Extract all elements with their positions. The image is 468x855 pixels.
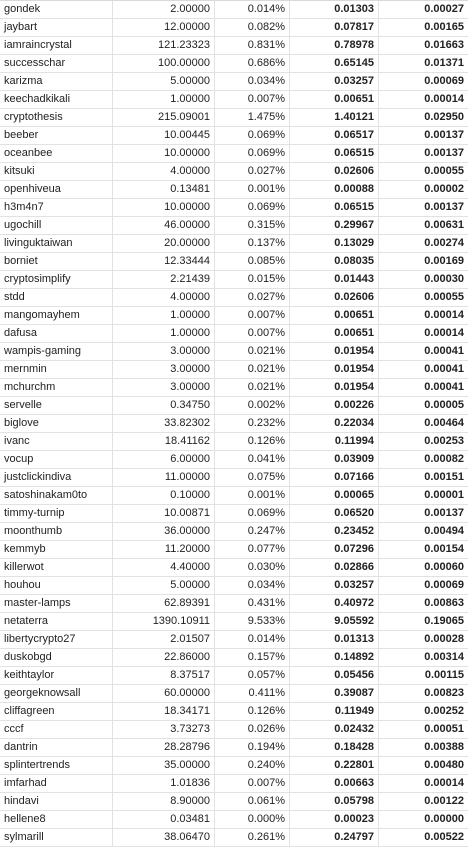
share-percent-cell[interactable]: 0.002% [215, 397, 290, 414]
table-row[interactable] [0, 415, 468, 433]
username-cell[interactable]: dantrin [0, 739, 113, 756]
share-percent-cell[interactable]: 0.021% [215, 343, 290, 360]
value-a-cell[interactable]: 0.39087 [290, 685, 379, 702]
value-b-cell[interactable]: 0.00027 [424, 3, 464, 15]
share-percent-cell[interactable]: 0.411% [215, 685, 290, 702]
table-row[interactable] [0, 307, 468, 325]
table-row[interactable] [0, 721, 468, 739]
value-b-cell[interactable]: 0.00055 [424, 291, 464, 303]
amount-cell[interactable]: 215.09001 [113, 109, 215, 126]
value-a-cell[interactable]: 0.78978 [290, 37, 379, 54]
table-row[interactable] [0, 181, 468, 199]
value-b-cell[interactable]: 0.00115 [424, 669, 464, 681]
amount-cell[interactable]: 38.06470 [113, 829, 215, 846]
share-percent-cell[interactable]: 0.069% [215, 199, 290, 216]
value-a-cell[interactable]: 0.01443 [290, 271, 379, 288]
value-a-cell[interactable]: 0.00088 [290, 181, 379, 198]
value-a-cell[interactable]: 0.01954 [290, 379, 379, 396]
amount-cell[interactable]: 20.00000 [113, 235, 215, 252]
value-a-cell[interactable]: 0.00065 [290, 487, 379, 504]
amount-cell[interactable]: 0.34750 [113, 397, 215, 414]
share-percent-cell[interactable]: 0.137% [215, 235, 290, 252]
table-row[interactable] [0, 667, 468, 685]
table-row[interactable] [0, 793, 468, 811]
table-row[interactable] [0, 73, 468, 91]
value-a-cell[interactable]: 0.29967 [290, 217, 379, 234]
table-row[interactable] [0, 541, 468, 559]
value-b-cell[interactable]: 0.00030 [424, 273, 464, 285]
share-percent-cell[interactable]: 0.034% [215, 577, 290, 594]
table-row[interactable] [0, 829, 468, 847]
table-row[interactable] [0, 469, 468, 487]
value-a-cell[interactable]: 0.05456 [290, 667, 379, 684]
table-row[interactable] [0, 289, 468, 307]
username-cell[interactable]: kitsuki [0, 163, 113, 180]
value-a-cell[interactable]: 0.01954 [290, 361, 379, 378]
value-a-cell[interactable]: 0.07296 [290, 541, 379, 558]
username-cell[interactable]: libertycrypto27 [0, 631, 113, 648]
amount-cell[interactable]: 5.00000 [113, 577, 215, 594]
username-cell[interactable]: livinguktaiwan [0, 235, 113, 252]
username-cell[interactable]: successchar [0, 55, 113, 72]
username-cell[interactable]: oceanbee [0, 145, 113, 162]
amount-cell[interactable]: 4.00000 [113, 163, 215, 180]
value-b-cell[interactable]: 0.00137 [424, 129, 464, 141]
username-cell[interactable]: borniet [0, 253, 113, 270]
value-b-cell[interactable]: 0.01663 [424, 39, 464, 51]
username-cell[interactable]: cliffagreen [0, 703, 113, 720]
table-row[interactable] [0, 235, 468, 253]
share-percent-cell[interactable]: 0.194% [215, 739, 290, 756]
share-percent-cell[interactable]: 0.027% [215, 163, 290, 180]
amount-cell[interactable]: 18.34171 [113, 703, 215, 720]
value-b-cell[interactable]: 0.00154 [424, 543, 464, 555]
username-cell[interactable]: cryptothesis [0, 109, 113, 126]
value-b-cell[interactable]: 0.19065 [424, 615, 464, 627]
value-b-cell[interactable]: 0.00274 [424, 237, 464, 249]
amount-cell[interactable]: 5.00000 [113, 73, 215, 90]
value-b-cell[interactable]: 0.00014 [424, 327, 464, 339]
amount-cell[interactable]: 18.41162 [113, 433, 215, 450]
table-row[interactable] [0, 613, 468, 631]
amount-cell[interactable]: 2.00000 [113, 1, 215, 18]
value-a-cell[interactable]: 0.00226 [290, 397, 379, 414]
value-b-cell[interactable]: 0.00169 [424, 255, 464, 267]
share-percent-cell[interactable]: 0.831% [215, 37, 290, 54]
value-b-cell[interactable]: 0.00014 [424, 777, 464, 789]
table-row[interactable] [0, 109, 468, 127]
amount-cell[interactable]: 60.00000 [113, 685, 215, 702]
value-a-cell[interactable]: 0.00651 [290, 325, 379, 342]
username-cell[interactable]: killerwot [0, 559, 113, 576]
share-percent-cell[interactable]: 0.007% [215, 307, 290, 324]
share-percent-cell[interactable]: 0.315% [215, 217, 290, 234]
value-b-cell[interactable]: 0.01371 [424, 57, 464, 69]
amount-cell[interactable]: 2.01507 [113, 631, 215, 648]
amount-cell[interactable]: 8.90000 [113, 793, 215, 810]
table-row[interactable] [0, 595, 468, 613]
value-b-cell[interactable]: 0.00051 [424, 723, 464, 735]
amount-cell[interactable]: 3.00000 [113, 379, 215, 396]
username-cell[interactable]: splintertrends [0, 757, 113, 774]
amount-cell[interactable]: 11.20000 [113, 541, 215, 558]
value-a-cell[interactable]: 0.03909 [290, 451, 379, 468]
amount-cell[interactable]: 100.00000 [113, 55, 215, 72]
username-cell[interactable]: hindavi [0, 793, 113, 810]
table-row[interactable] [0, 811, 468, 829]
value-b-cell[interactable]: 0.00041 [424, 363, 464, 375]
amount-cell[interactable]: 0.10000 [113, 487, 215, 504]
share-percent-cell[interactable]: 0.007% [215, 91, 290, 108]
amount-cell[interactable]: 1.01836 [113, 775, 215, 792]
value-b-cell[interactable]: 0.00001 [424, 489, 464, 501]
value-b-cell[interactable]: 0.00631 [424, 219, 464, 231]
table-row[interactable] [0, 361, 468, 379]
username-cell[interactable]: mernmin [0, 361, 113, 378]
value-b-cell[interactable]: 0.00823 [424, 687, 464, 699]
share-percent-cell[interactable]: 0.001% [215, 487, 290, 504]
value-b-cell[interactable]: 0.00480 [424, 759, 464, 771]
value-a-cell[interactable]: 0.06515 [290, 145, 379, 162]
share-percent-cell[interactable]: 0.034% [215, 73, 290, 90]
value-a-cell[interactable]: 0.06517 [290, 127, 379, 144]
table-row[interactable] [0, 685, 468, 703]
value-b-cell[interactable]: 0.00253 [424, 435, 464, 447]
username-cell[interactable]: mangomayhem [0, 307, 113, 324]
value-b-cell[interactable]: 0.00069 [424, 579, 464, 591]
value-b-cell[interactable]: 0.00005 [424, 399, 464, 411]
value-b-cell[interactable]: 0.00041 [424, 381, 464, 393]
amount-cell[interactable]: 121.23323 [113, 37, 215, 54]
amount-cell[interactable]: 3.00000 [113, 361, 215, 378]
table-row[interactable] [0, 1, 468, 19]
username-cell[interactable]: vocup [0, 451, 113, 468]
username-cell[interactable]: cryptosimplify [0, 271, 113, 288]
username-cell[interactable]: beeber [0, 127, 113, 144]
username-cell[interactable]: kemmyb [0, 541, 113, 558]
username-cell[interactable]: biglove [0, 415, 113, 432]
value-b-cell[interactable]: 0.00014 [424, 93, 464, 105]
table-row[interactable] [0, 487, 468, 505]
amount-cell[interactable]: 10.00000 [113, 199, 215, 216]
share-percent-cell[interactable]: 0.126% [215, 433, 290, 450]
value-a-cell[interactable]: 0.22801 [290, 757, 379, 774]
username-cell[interactable]: ugochill [0, 217, 113, 234]
value-a-cell[interactable]: 0.01954 [290, 343, 379, 360]
table-row[interactable] [0, 775, 468, 793]
share-percent-cell[interactable]: 0.069% [215, 145, 290, 162]
share-percent-cell[interactable]: 0.007% [215, 775, 290, 792]
table-row[interactable] [0, 271, 468, 289]
table-row[interactable] [0, 91, 468, 109]
share-percent-cell[interactable]: 0.021% [215, 379, 290, 396]
amount-cell[interactable]: 8.37517 [113, 667, 215, 684]
username-cell[interactable]: cccf [0, 721, 113, 738]
share-percent-cell[interactable]: 0.232% [215, 415, 290, 432]
table-row[interactable] [0, 343, 468, 361]
table-row[interactable] [0, 649, 468, 667]
amount-cell[interactable]: 1.00000 [113, 325, 215, 342]
value-b-cell[interactable]: 0.00060 [424, 561, 464, 573]
value-b-cell[interactable]: 0.00082 [424, 453, 464, 465]
table-row[interactable] [0, 379, 468, 397]
value-b-cell[interactable]: 0.00000 [424, 813, 464, 825]
username-cell[interactable]: netaterra [0, 613, 113, 630]
value-b-cell[interactable]: 0.00464 [424, 417, 464, 429]
username-cell[interactable]: moonthumb [0, 523, 113, 540]
value-a-cell[interactable]: 0.01303 [290, 1, 379, 18]
username-cell[interactable]: karizma [0, 73, 113, 90]
share-percent-cell[interactable]: 0.157% [215, 649, 290, 666]
share-percent-cell[interactable]: 0.014% [215, 1, 290, 18]
share-percent-cell[interactable]: 9.533% [215, 613, 290, 630]
username-cell[interactable]: mchurchm [0, 379, 113, 396]
value-b-cell[interactable]: 0.00151 [424, 471, 464, 483]
amount-cell[interactable]: 62.89391 [113, 595, 215, 612]
value-b-cell[interactable]: 0.00863 [424, 597, 464, 609]
value-b-cell[interactable]: 0.00069 [424, 75, 464, 87]
value-a-cell[interactable]: 0.65145 [290, 55, 379, 72]
amount-cell[interactable]: 6.00000 [113, 451, 215, 468]
username-cell[interactable]: dafusa [0, 325, 113, 342]
share-percent-cell[interactable]: 0.030% [215, 559, 290, 576]
value-a-cell[interactable]: 0.02432 [290, 721, 379, 738]
amount-cell[interactable]: 28.28796 [113, 739, 215, 756]
value-a-cell[interactable]: 0.06515 [290, 199, 379, 216]
share-percent-cell[interactable]: 0.075% [215, 469, 290, 486]
amount-cell[interactable]: 12.33444 [113, 253, 215, 270]
share-percent-cell[interactable]: 0.026% [215, 721, 290, 738]
table-row[interactable] [0, 163, 468, 181]
table-row[interactable] [0, 253, 468, 271]
value-a-cell[interactable]: 0.00023 [290, 811, 379, 828]
value-b-cell[interactable]: 0.00041 [424, 345, 464, 357]
share-percent-cell[interactable]: 0.015% [215, 271, 290, 288]
table-row[interactable] [0, 217, 468, 235]
table-row[interactable] [0, 757, 468, 775]
value-b-cell[interactable]: 0.00137 [424, 507, 464, 519]
value-b-cell[interactable]: 0.00314 [424, 651, 464, 663]
table-row[interactable] [0, 523, 468, 541]
amount-cell[interactable]: 10.00000 [113, 145, 215, 162]
share-percent-cell[interactable]: 0.069% [215, 127, 290, 144]
username-cell[interactable]: openhiveua [0, 181, 113, 198]
table-row[interactable] [0, 37, 468, 55]
username-cell[interactable]: servelle [0, 397, 113, 414]
value-b-cell[interactable]: 0.00494 [424, 525, 464, 537]
value-a-cell[interactable]: 0.13029 [290, 235, 379, 252]
username-cell[interactable]: imfarhad [0, 775, 113, 792]
amount-cell[interactable]: 4.40000 [113, 559, 215, 576]
share-percent-cell[interactable]: 0.014% [215, 631, 290, 648]
value-b-cell[interactable]: 0.00122 [424, 795, 464, 807]
value-a-cell[interactable]: 0.00651 [290, 91, 379, 108]
value-a-cell[interactable]: 0.07166 [290, 469, 379, 486]
username-cell[interactable]: satoshinakam0to [0, 487, 113, 504]
username-cell[interactable]: iamraincrystal [0, 37, 113, 54]
table-row[interactable] [0, 451, 468, 469]
amount-cell[interactable]: 0.13481 [113, 181, 215, 198]
username-cell[interactable]: justclickindiva [0, 469, 113, 486]
amount-cell[interactable]: 10.00871 [113, 505, 215, 522]
amount-cell[interactable]: 10.00445 [113, 127, 215, 144]
value-a-cell[interactable]: 0.24797 [290, 829, 379, 846]
amount-cell[interactable]: 33.82302 [113, 415, 215, 432]
username-cell[interactable]: sylmarill [0, 829, 113, 846]
username-cell[interactable]: wampis-gaming [0, 343, 113, 360]
value-a-cell[interactable]: 0.11994 [290, 433, 379, 450]
username-cell[interactable]: georgeknowsall [0, 685, 113, 702]
value-b-cell[interactable]: 0.00014 [424, 309, 464, 321]
value-b-cell[interactable]: 0.00137 [424, 201, 464, 213]
share-percent-cell[interactable]: 0.261% [215, 829, 290, 846]
value-a-cell[interactable]: 1.40121 [290, 109, 379, 126]
username-cell[interactable]: duskobgd [0, 649, 113, 666]
username-cell[interactable]: gondek [0, 1, 113, 18]
share-percent-cell[interactable]: 0.000% [215, 811, 290, 828]
value-b-cell[interactable]: 0.00252 [424, 705, 464, 717]
username-cell[interactable]: jaybart [0, 19, 113, 36]
amount-cell[interactable]: 3.00000 [113, 343, 215, 360]
value-a-cell[interactable]: 0.00651 [290, 307, 379, 324]
value-a-cell[interactable]: 0.06520 [290, 505, 379, 522]
value-a-cell[interactable]: 0.03257 [290, 577, 379, 594]
value-a-cell[interactable]: 0.18428 [290, 739, 379, 756]
value-b-cell[interactable]: 0.00137 [424, 147, 464, 159]
table-row[interactable] [0, 739, 468, 757]
table-row[interactable] [0, 325, 468, 343]
share-percent-cell[interactable]: 0.077% [215, 541, 290, 558]
table-row[interactable] [0, 55, 468, 73]
share-percent-cell[interactable]: 0.001% [215, 181, 290, 198]
share-percent-cell[interactable]: 0.240% [215, 757, 290, 774]
amount-cell[interactable]: 22.86000 [113, 649, 215, 666]
table-row[interactable] [0, 145, 468, 163]
value-b-cell[interactable]: 0.00028 [424, 633, 464, 645]
share-percent-cell[interactable]: 0.069% [215, 505, 290, 522]
share-percent-cell[interactable]: 0.057% [215, 667, 290, 684]
value-a-cell[interactable]: 0.14892 [290, 649, 379, 666]
username-cell[interactable]: timmy-turnip [0, 505, 113, 522]
username-cell[interactable]: houhou [0, 577, 113, 594]
table-row[interactable] [0, 397, 468, 415]
amount-cell[interactable]: 36.00000 [113, 523, 215, 540]
value-b-cell[interactable]: 0.00522 [424, 831, 464, 843]
value-a-cell[interactable]: 0.40972 [290, 595, 379, 612]
table-row[interactable] [0, 505, 468, 523]
username-cell[interactable]: keechadkikali [0, 91, 113, 108]
share-percent-cell[interactable]: 0.126% [215, 703, 290, 720]
share-percent-cell[interactable]: 0.007% [215, 325, 290, 342]
username-cell[interactable]: stdd [0, 289, 113, 306]
username-cell[interactable]: master-lamps [0, 595, 113, 612]
table-row[interactable] [0, 631, 468, 649]
share-percent-cell[interactable]: 0.061% [215, 793, 290, 810]
amount-cell[interactable]: 4.00000 [113, 289, 215, 306]
value-a-cell[interactable]: 0.08035 [290, 253, 379, 270]
username-cell[interactable]: h3m4n7 [0, 199, 113, 216]
table-row[interactable] [0, 127, 468, 145]
share-percent-cell[interactable]: 0.085% [215, 253, 290, 270]
table-row[interactable] [0, 199, 468, 217]
amount-cell[interactable]: 12.00000 [113, 19, 215, 36]
value-b-cell[interactable]: 0.00388 [424, 741, 464, 753]
table-row[interactable] [0, 577, 468, 595]
value-a-cell[interactable]: 0.02606 [290, 163, 379, 180]
table-row[interactable] [0, 559, 468, 577]
value-a-cell[interactable]: 9.05592 [290, 613, 379, 630]
username-cell[interactable]: keithtaylor [0, 667, 113, 684]
share-percent-cell[interactable]: 0.247% [215, 523, 290, 540]
value-b-cell[interactable]: 0.00165 [424, 21, 464, 33]
table-row[interactable] [0, 703, 468, 721]
share-percent-cell[interactable]: 0.431% [215, 595, 290, 612]
amount-cell[interactable]: 35.00000 [113, 757, 215, 774]
value-a-cell[interactable]: 0.22034 [290, 415, 379, 432]
share-percent-cell[interactable]: 0.686% [215, 55, 290, 72]
amount-cell[interactable]: 11.00000 [113, 469, 215, 486]
value-b-cell[interactable]: 0.00002 [424, 183, 464, 195]
share-percent-cell[interactable]: 0.041% [215, 451, 290, 468]
amount-cell[interactable]: 46.00000 [113, 217, 215, 234]
value-a-cell[interactable]: 0.01313 [290, 631, 379, 648]
share-percent-cell[interactable]: 1.475% [215, 109, 290, 126]
amount-cell[interactable]: 3.73273 [113, 721, 215, 738]
value-a-cell[interactable]: 0.05798 [290, 793, 379, 810]
value-a-cell[interactable]: 0.23452 [290, 523, 379, 540]
amount-cell[interactable]: 2.21439 [113, 271, 215, 288]
amount-cell[interactable]: 1.00000 [113, 91, 215, 108]
value-a-cell[interactable]: 0.02606 [290, 289, 379, 306]
amount-cell[interactable]: 1.00000 [113, 307, 215, 324]
value-a-cell[interactable]: 0.02866 [290, 559, 379, 576]
amount-cell[interactable]: 1390.10911 [113, 613, 215, 630]
table-row[interactable] [0, 433, 468, 451]
share-percent-cell[interactable]: 0.082% [215, 19, 290, 36]
share-percent-cell[interactable]: 0.021% [215, 361, 290, 378]
value-b-cell[interactable]: 0.02950 [424, 111, 464, 123]
value-a-cell[interactable]: 0.07817 [290, 19, 379, 36]
amount-cell[interactable]: 0.03481 [113, 811, 215, 828]
table-row[interactable] [0, 19, 468, 37]
value-a-cell[interactable]: 0.03257 [290, 73, 379, 90]
value-a-cell[interactable]: 0.11949 [290, 703, 379, 720]
share-percent-cell[interactable]: 0.027% [215, 289, 290, 306]
username-cell[interactable]: ivanc [0, 433, 113, 450]
username-cell[interactable]: hellene8 [0, 811, 113, 828]
value-a-cell[interactable]: 0.00663 [290, 775, 379, 792]
value-b-cell[interactable]: 0.00055 [424, 165, 464, 177]
